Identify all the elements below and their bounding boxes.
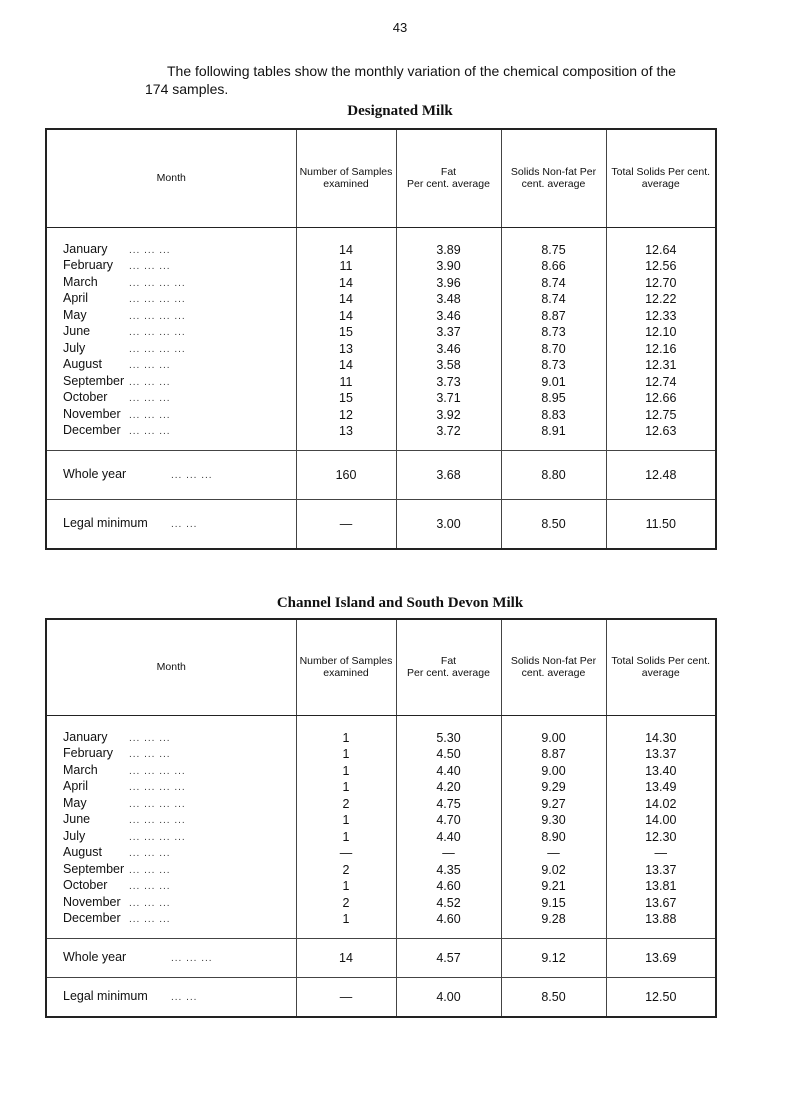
- table-row: [46, 715, 716, 746]
- header-month: Month: [46, 619, 296, 715]
- month-label: October: [63, 878, 108, 892]
- header-samples: Number of Samples examined: [296, 129, 396, 227]
- table-row: [46, 341, 716, 358]
- table-row: [46, 227, 716, 258]
- channel-island-milk-table: [45, 618, 717, 1018]
- solids-non-fat-cell: 8.95: [501, 390, 606, 407]
- total-solids-cell: 11.50: [606, 499, 716, 549]
- fat-cell: 5.30: [396, 715, 501, 746]
- month-label: July: [63, 340, 86, 355]
- table-row: [46, 911, 716, 938]
- month-label: April: [63, 779, 89, 793]
- header-fat: Fat Per cent. average: [396, 619, 501, 715]
- channel-island-milk-title: Channel Island and South Devon Milk: [276, 595, 524, 611]
- total-solids-cell: 12.75: [606, 407, 716, 424]
- fat-cell: 3.58: [396, 357, 501, 374]
- designated-milk-title: Designated Milk: [347, 103, 453, 119]
- total-solids-cell: 13.81: [606, 878, 716, 895]
- samples-cell: 13: [296, 423, 396, 450]
- table-row: [46, 829, 716, 846]
- solids-non-fat-cell: 8.66: [501, 258, 606, 275]
- samples-cell: —: [296, 845, 396, 862]
- month-cell: [46, 341, 296, 358]
- samples-cell: 1: [296, 878, 396, 895]
- solids-non-fat-cell: 9.30: [501, 812, 606, 829]
- table-row: [46, 812, 716, 829]
- total-solids-cell: 13.37: [606, 862, 716, 879]
- header-solids-non-fat: Solids Non-fat Per cent. average: [501, 619, 606, 715]
- month-cell: [46, 779, 296, 796]
- month-cell: [46, 374, 296, 391]
- table-row: [46, 845, 716, 862]
- month-cell: [46, 763, 296, 780]
- header-month: Month: [46, 129, 296, 227]
- samples-cell: 14: [296, 275, 396, 292]
- samples-cell: 15: [296, 390, 396, 407]
- table-row: [46, 796, 716, 813]
- month-cell: [46, 796, 296, 813]
- leader-dots: ... ... ... ...: [129, 815, 186, 826]
- solids-non-fat-cell: 9.01: [501, 374, 606, 391]
- fat-cell: —: [396, 845, 501, 862]
- fat-cell: 3.48: [396, 291, 501, 308]
- month-label: December: [63, 911, 121, 925]
- month-cell: [46, 911, 296, 938]
- month-label: May: [63, 795, 87, 810]
- solids-non-fat-cell: 8.74: [501, 291, 606, 308]
- leader-dots: ... ... ... ...: [129, 765, 186, 777]
- solids-non-fat-cell: 8.75: [501, 227, 606, 258]
- table-row: [46, 275, 716, 292]
- month-cell: [46, 357, 296, 374]
- total-solids-cell: 13.69: [606, 938, 716, 977]
- month-label: January: [63, 729, 108, 744]
- summary-label: Whole year: [63, 466, 127, 481]
- samples-cell: 1: [296, 763, 396, 780]
- total-solids-cell: 12.66: [606, 390, 716, 407]
- solids-non-fat-cell: 8.70: [501, 341, 606, 358]
- fat-cell: 3.46: [396, 341, 501, 358]
- total-solids-cell: —: [606, 845, 716, 862]
- solids-non-fat-cell: 8.50: [501, 499, 606, 549]
- samples-cell: 15: [296, 324, 396, 341]
- month-label: January: [63, 241, 108, 256]
- total-solids-cell: 12.56: [606, 258, 716, 275]
- month-cell: [46, 746, 296, 763]
- table-row: [46, 779, 716, 796]
- solids-non-fat-cell: 9.00: [501, 715, 606, 746]
- summary-label: Legal minimum: [63, 988, 148, 1003]
- leader-dots: ... ... ...: [129, 732, 171, 744]
- table-row: [46, 324, 716, 341]
- month-cell: [46, 845, 296, 862]
- solids-non-fat-cell: 8.91: [501, 423, 606, 450]
- fat-cell: 3.00: [396, 499, 501, 549]
- samples-cell: 12: [296, 407, 396, 424]
- samples-cell: —: [296, 977, 396, 1017]
- month-label: May: [63, 307, 87, 322]
- header-samples: Number of Samples examined: [296, 619, 396, 715]
- fat-cell: 3.46: [396, 308, 501, 325]
- fat-cell: 3.89: [396, 227, 501, 258]
- total-solids-cell: 13.49: [606, 779, 716, 796]
- table-row: [46, 258, 716, 275]
- total-solids-cell: 12.31: [606, 357, 716, 374]
- total-solids-cell: 12.48: [606, 450, 716, 499]
- month-cell: [46, 423, 296, 450]
- solids-non-fat-cell: 8.74: [501, 275, 606, 292]
- fat-cell: 4.40: [396, 829, 501, 846]
- fat-cell: 3.37: [396, 324, 501, 341]
- fat-cell: 3.68: [396, 450, 501, 499]
- month-cell: [46, 308, 296, 325]
- fat-cell: 4.75: [396, 796, 501, 813]
- legal-minimum-row: [46, 499, 716, 549]
- month-label: July: [63, 828, 86, 843]
- leader-dots: ... ...: [171, 518, 198, 530]
- samples-cell: 2: [296, 862, 396, 879]
- leader-dots: ... ... ...: [129, 426, 171, 437]
- month-label: December: [63, 423, 121, 437]
- month-label: March: [63, 274, 98, 289]
- samples-cell: 13: [296, 341, 396, 358]
- leader-dots: ... ... ...: [129, 393, 171, 404]
- month-label: November: [63, 406, 121, 421]
- intro-paragraph: [145, 62, 725, 98]
- leader-dots: ... ... ... ...: [129, 277, 186, 289]
- month-label: June: [63, 812, 91, 826]
- leader-dots: ... ... ...: [129, 376, 171, 388]
- leader-dots: ... ... ...: [129, 848, 171, 859]
- total-solids-cell: 12.10: [606, 324, 716, 341]
- month-label: April: [63, 291, 89, 305]
- fat-cell: 4.20: [396, 779, 501, 796]
- leader-dots: ... ... ...: [129, 244, 171, 256]
- fat-cell: 4.40: [396, 763, 501, 780]
- month-label: August: [63, 845, 102, 859]
- total-solids-cell: 12.22: [606, 291, 716, 308]
- leader-dots: ... ... ... ...: [129, 782, 186, 793]
- solids-non-fat-cell: 8.87: [501, 746, 606, 763]
- intro-line-2: 174 samples.: [145, 81, 229, 97]
- solids-non-fat-cell: 9.27: [501, 796, 606, 813]
- solids-non-fat-cell: 8.87: [501, 308, 606, 325]
- leader-dots: ... ... ... ...: [129, 327, 186, 338]
- month-cell: [46, 829, 296, 846]
- leader-dots: ... ... ...: [129, 897, 171, 909]
- header-solids-non-fat: Solids Non-fat Per cent. average: [501, 129, 606, 227]
- header-total-solids: Total Solids Per cent. average: [606, 619, 716, 715]
- samples-cell: 14: [296, 357, 396, 374]
- solids-non-fat-cell: 9.00: [501, 763, 606, 780]
- leader-dots: ... ... ...: [129, 749, 171, 760]
- leader-dots: ... ... ...: [129, 914, 171, 925]
- summary-label-cell: [46, 450, 296, 499]
- solids-non-fat-cell: 9.02: [501, 862, 606, 879]
- leader-dots: ... ... ...: [129, 360, 171, 371]
- samples-cell: 2: [296, 796, 396, 813]
- table-row: [46, 390, 716, 407]
- designated-milk-table: [45, 128, 717, 550]
- month-label: June: [63, 324, 91, 338]
- solids-non-fat-cell: 8.50: [501, 977, 606, 1017]
- samples-cell: 1: [296, 715, 396, 746]
- total-solids-cell: 14.00: [606, 812, 716, 829]
- total-solids-cell: 12.30: [606, 829, 716, 846]
- fat-cell: 4.00: [396, 977, 501, 1017]
- header-total-solids: Total Solids Per cent. average: [606, 129, 716, 227]
- table-row: [46, 895, 716, 912]
- month-cell: [46, 275, 296, 292]
- table-header-row: [46, 129, 716, 227]
- samples-cell: 160: [296, 450, 396, 499]
- solids-non-fat-cell: 9.12: [501, 938, 606, 977]
- table-row: [46, 407, 716, 424]
- samples-cell: 2: [296, 895, 396, 912]
- month-label: November: [63, 894, 121, 909]
- fat-cell: 3.90: [396, 258, 501, 275]
- month-cell: [46, 258, 296, 275]
- leader-dots: ... ... ... ...: [129, 831, 186, 843]
- total-solids-cell: 12.64: [606, 227, 716, 258]
- month-label: August: [63, 357, 102, 371]
- table-row: [46, 374, 716, 391]
- samples-cell: —: [296, 499, 396, 549]
- total-solids-cell: 13.40: [606, 763, 716, 780]
- samples-cell: 1: [296, 911, 396, 938]
- header-fat: Fat Per cent. average: [396, 129, 501, 227]
- total-solids-cell: 13.67: [606, 895, 716, 912]
- total-solids-cell: 13.37: [606, 746, 716, 763]
- month-cell: [46, 895, 296, 912]
- month-label: March: [63, 762, 98, 777]
- solids-non-fat-cell: 8.83: [501, 407, 606, 424]
- fat-cell: 3.96: [396, 275, 501, 292]
- table-row: [46, 878, 716, 895]
- leader-dots: ... ... ...: [129, 864, 171, 876]
- leader-dots: ... ... ...: [129, 409, 171, 421]
- total-solids-cell: 14.30: [606, 715, 716, 746]
- summary-label-cell: [46, 938, 296, 977]
- solids-non-fat-cell: 9.15: [501, 895, 606, 912]
- samples-cell: 1: [296, 779, 396, 796]
- fat-cell: 4.60: [396, 911, 501, 938]
- total-solids-cell: 13.88: [606, 911, 716, 938]
- fat-cell: 4.57: [396, 938, 501, 977]
- samples-cell: 1: [296, 829, 396, 846]
- fat-cell: 4.60: [396, 878, 501, 895]
- leader-dots: ... ... ...: [129, 881, 171, 892]
- channel-island-milk-body: [46, 715, 716, 1017]
- samples-cell: 14: [296, 308, 396, 325]
- leader-dots: ... ... ... ...: [129, 343, 186, 355]
- fat-cell: 3.73: [396, 374, 501, 391]
- intro-line-1: The following tables show the monthly variation of the chemical composition of the: [167, 63, 676, 79]
- table-row: [46, 291, 716, 308]
- solids-non-fat-cell: 8.90: [501, 829, 606, 846]
- leader-dots: ... ... ... ...: [129, 294, 186, 305]
- solids-non-fat-cell: 9.29: [501, 779, 606, 796]
- solids-non-fat-cell: —: [501, 845, 606, 862]
- whole-year-row: [46, 450, 716, 499]
- samples-cell: 14: [296, 291, 396, 308]
- table-row: [46, 308, 716, 325]
- fat-cell: 3.71: [396, 390, 501, 407]
- month-cell: [46, 862, 296, 879]
- solids-non-fat-cell: 8.80: [501, 450, 606, 499]
- whole-year-row: [46, 938, 716, 977]
- fat-cell: 4.50: [396, 746, 501, 763]
- solids-non-fat-cell: 9.21: [501, 878, 606, 895]
- month-cell: [46, 407, 296, 424]
- month-cell: [46, 715, 296, 746]
- samples-cell: 11: [296, 258, 396, 275]
- summary-label-cell: [46, 977, 296, 1017]
- month-label: September: [63, 861, 125, 876]
- samples-cell: 11: [296, 374, 396, 391]
- total-solids-cell: 12.63: [606, 423, 716, 450]
- table-row: [46, 423, 716, 450]
- leader-dots: ... ... ... ...: [129, 798, 186, 810]
- leader-dots: ... ... ... ...: [129, 310, 186, 322]
- table-row: [46, 357, 716, 374]
- fat-cell: 3.92: [396, 407, 501, 424]
- month-label: September: [63, 373, 125, 388]
- fat-cell: 4.35: [396, 862, 501, 879]
- fat-cell: 4.52: [396, 895, 501, 912]
- summary-label: Legal minimum: [63, 515, 148, 530]
- designated-milk-body: [46, 227, 716, 549]
- samples-cell: 14: [296, 938, 396, 977]
- page-number: 43: [392, 20, 408, 35]
- total-solids-cell: 14.02: [606, 796, 716, 813]
- month-cell: [46, 390, 296, 407]
- month-cell: [46, 291, 296, 308]
- table-row: [46, 763, 716, 780]
- fat-cell: 4.70: [396, 812, 501, 829]
- solids-non-fat-cell: 8.73: [501, 324, 606, 341]
- leader-dots: ... ...: [171, 991, 198, 1003]
- leader-dots: ... ... ...: [129, 261, 171, 272]
- samples-cell: 14: [296, 227, 396, 258]
- month-label: October: [63, 390, 108, 404]
- table-header-row: [46, 619, 716, 715]
- leader-dots: ... ... ...: [171, 952, 213, 964]
- summary-label-cell: [46, 499, 296, 549]
- month-label: February: [63, 746, 114, 760]
- total-solids-cell: 12.33: [606, 308, 716, 325]
- total-solids-cell: 12.74: [606, 374, 716, 391]
- total-solids-cell: 12.16: [606, 341, 716, 358]
- month-cell: [46, 878, 296, 895]
- samples-cell: 1: [296, 746, 396, 763]
- solids-non-fat-cell: 8.73: [501, 357, 606, 374]
- month-cell: [46, 324, 296, 341]
- month-cell: [46, 812, 296, 829]
- summary-label: Whole year: [63, 949, 127, 964]
- month-cell: [46, 227, 296, 258]
- month-label: February: [63, 258, 114, 272]
- samples-cell: 1: [296, 812, 396, 829]
- legal-minimum-row: [46, 977, 716, 1017]
- leader-dots: ... ... ...: [171, 469, 213, 481]
- solids-non-fat-cell: 9.28: [501, 911, 606, 938]
- total-solids-cell: 12.50: [606, 977, 716, 1017]
- table-row: [46, 746, 716, 763]
- fat-cell: 3.72: [396, 423, 501, 450]
- total-solids-cell: 12.70: [606, 275, 716, 292]
- table-row: [46, 862, 716, 879]
